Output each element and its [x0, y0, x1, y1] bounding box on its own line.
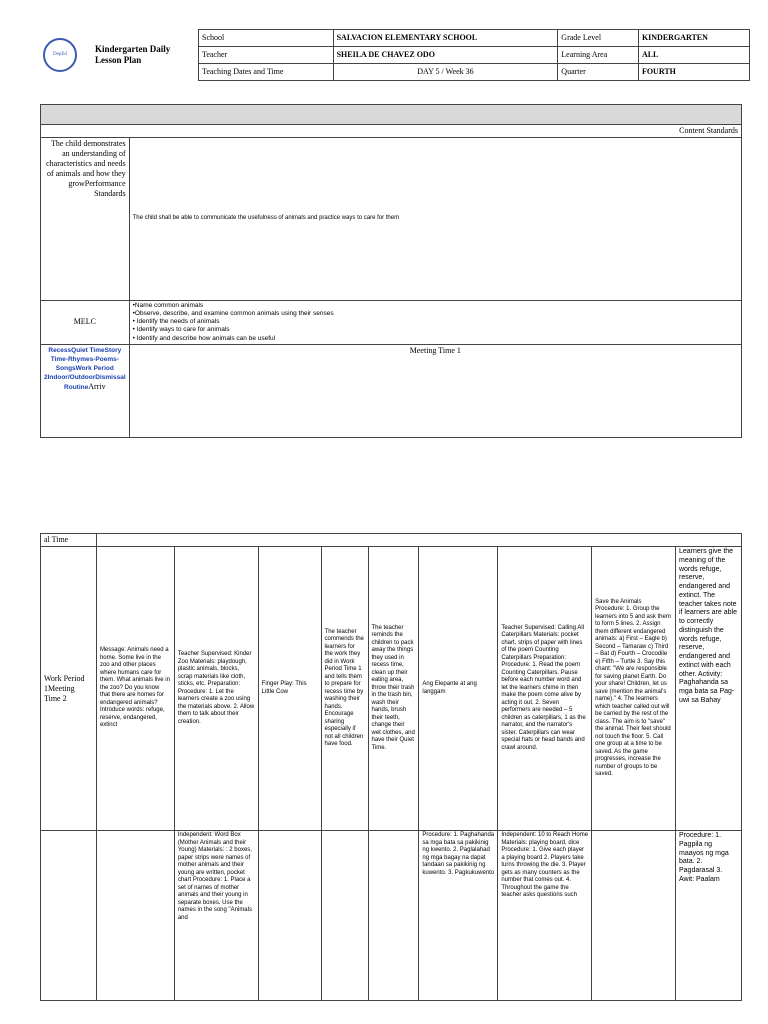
story-procedure-cell: Procedure: 1. Paghahanda sa mga bata sa pakikinig ng kwento. 2. Paglalahad ng mga bagay na dapat tandaan sa pakikinig ng kuwento. 3. Pagkukuwento	[419, 831, 498, 1001]
doc-title: Kindergarten Daily Lesson Plan	[95, 43, 171, 65]
school-label: School	[199, 30, 334, 47]
header-table	[28, 29, 750, 81]
quiet-time-cell: The teacher reminds the children to pack away the things they used in recess time, clean up their eating area, throw their trash in the trash bin, wash their hands, brush their teeth, change their wet clothes, and have their Quiet Time.	[368, 547, 419, 831]
activities-table	[40, 533, 742, 1001]
deped-seal-icon: DepEd	[43, 38, 77, 72]
teacher-label: Teacher	[199, 47, 334, 64]
meeting-time-1: Meeting Time 1	[129, 344, 741, 437]
standards-table	[40, 104, 742, 438]
child-demonstrates: The child demonstrates an understanding of characteristics and needs of animals and how they growPerformance Standards	[41, 138, 130, 301]
arrival-time: al Time	[41, 534, 97, 547]
performance-standard: The child shall be able to communicate the usefulness of animals and practice ways to care for them	[129, 138, 741, 301]
routine-cell: RecessQuiet TimeStory Time-Rhymes-Poems-SongsWork Period 2Indoor/OutdoorDismissal RoutineArriv	[41, 344, 130, 437]
melc-list: •Name common animals •Observe, describe, and examine common animals using their senses • Identify the needs of animals • Identify ways to care for animals • Identify and describe how animals can be useful	[129, 301, 741, 345]
teacher-value: SHEILA DE CHAVEZ ODO	[333, 47, 558, 64]
dismissal-cell: Learners give the meaning of the words refuge, reserve, endangered and extinct. The teacher takes note if learners are able to correctly distinguish the words refuge, reserve, endangered and extinct with each other. Activity: Paghahanda sa mga bata sa Pag-uwi sa Bahay	[675, 547, 741, 831]
content-standards-label: Content Standards	[41, 125, 742, 138]
grade-value: KINDERGARTEN	[638, 30, 749, 47]
story-cell: Ang Elepante at ang langgam	[419, 547, 498, 831]
area-label: Learning Area	[558, 47, 639, 64]
quarter-value: FOURTH	[638, 64, 749, 81]
school-value: SALVACION ELEMENTARY SCHOOL	[333, 30, 558, 47]
melc-label: MELC	[41, 301, 130, 345]
word-box-cell: Independent: Word Box (Mother Animals and their Young) Materials: : 2 boxes, paper strips were names of mother animals and their young are written, pocket chart Procedure: 1. Place a set of names of mother animals and their young in separate boxes. Use the names in the song "Animals and	[174, 831, 258, 1001]
recess-prep-cell: The teacher commends the learners for the work they did in Work Period Time 1 and tells them to prepare for recess time by washing their hands. Encourage sharing especially if not all children have food.	[321, 547, 368, 831]
save-animals-cell: Save the Animals Procedure: 1. Group the learners into 5 and ask them to form 5 lines. 2. Assign them different endangered animals: a) First – Eagle b) Second – Tamaraw c) Third – Bat d) Fourth – Crocodile e) Fifth – Turtle 3. Say this chant: "We are responsible for saving planet Earth. Do your share! Children, let us save (mention the animal's name)." 4. The learners which teacher called out will be carried by the rest of the class. The aim is to "save" the animal. Their feet should not touch the floor. 5. Call one group at a time to be saved. As the game progresses, increase the number of groups to be saved.	[592, 547, 676, 831]
quarter-label: Quarter	[558, 64, 639, 81]
kinder-zoo-cell: Teacher Supervised: Kinder Zoo Materials: playdough, plastic animals, blocks, scrap materials like cloth, sticks, etc. Preparation: Procedure: 1. Let the learners create a zoo using the materials above. 2. Allow them to talk about their creation.	[174, 547, 258, 831]
dates-value: DAY 5 / Week 36	[333, 64, 558, 81]
finger-play-cell: Finger Play: This Little Cow	[258, 547, 321, 831]
reach-home-cell: Independent: 10 to Reach Home Materials: playing board, dice Procedure: 1. Give each player a playing board 2. Players take turns throwing the die. 3. Player gets as many counters as the number that comes out. 4. Throughout the game the teacher asks questions such	[498, 831, 592, 1001]
dismissal-procedure-cell: Procedure: 1. Pagpila ng maayos ng mga bata. 2. Pagdarasal 3. Awit: Paalam	[675, 831, 741, 1001]
message-cell: Message: Animals need a home. Some live in the zoo and other places where humans care for them. What animals live in the zoo? Do you know that there are homes for endangered animals? Introduce words: refuge, reserve, endangered, extinct	[96, 547, 174, 831]
area-value: ALL	[638, 47, 749, 64]
caterpillars-cell: Teacher Supervised: Calling All Caterpillars Materials: pocket chart, strips of paper with lines of the poem Counting Caterpillars Preparation: Procedure: 1. Read the poem Counting Caterpillars. Pause before each number word and let the learners chime in then make the poem come alive by acting it out. 2. Seven performers are needed – 5 children as caterpillars, 1 as the narrator, and the narrator's sister. Caterpillars can wear special hats or head bands and crawl around.	[498, 547, 592, 831]
work-period-label: Work Period 1Meeting Time 2	[41, 547, 97, 831]
dates-label: Teaching Dates and Time	[199, 64, 334, 81]
grade-label: Grade Level	[558, 30, 639, 47]
